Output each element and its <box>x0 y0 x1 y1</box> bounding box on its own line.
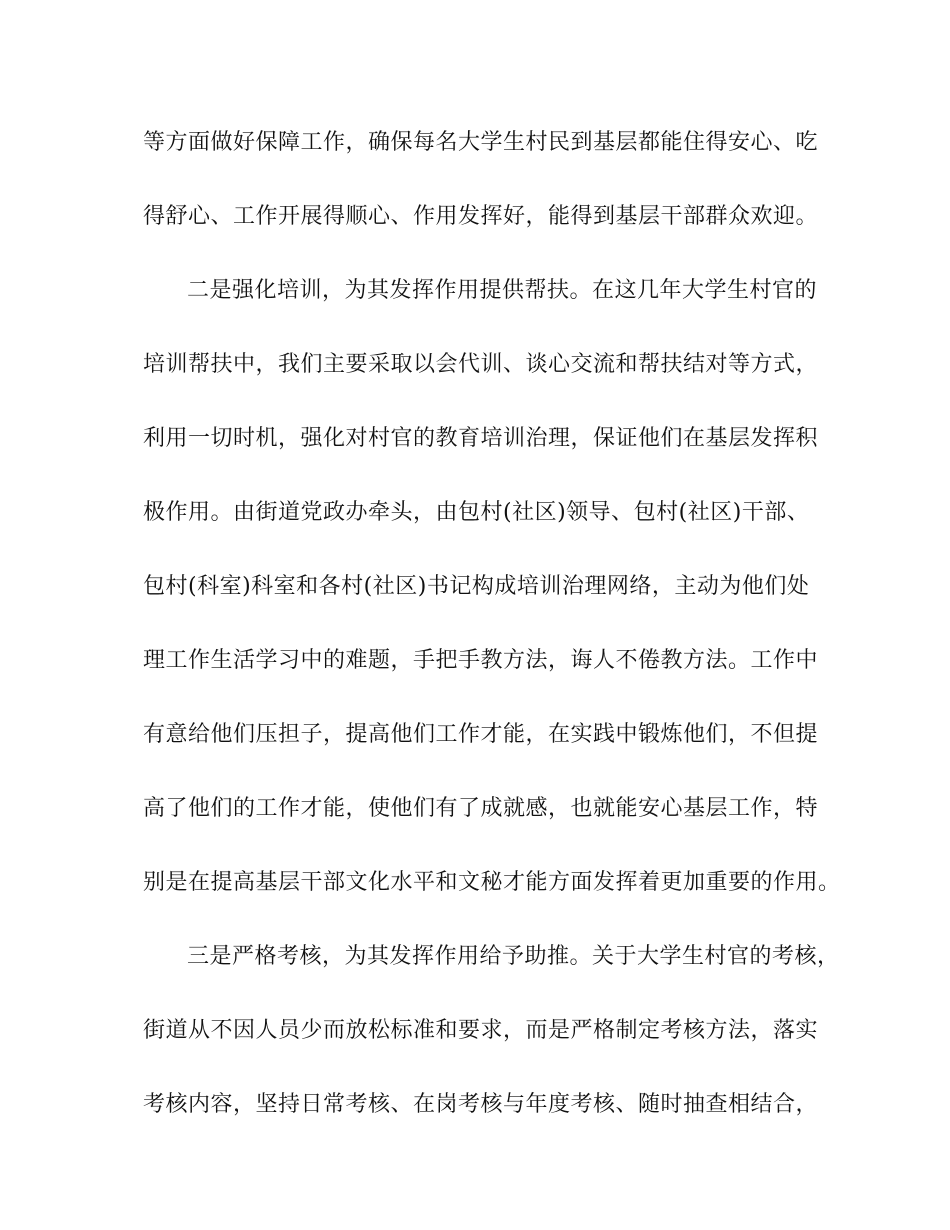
text-line: 有意给他们压担子，提高他们工作才能，在实践中锻炼他们，不但提 <box>143 722 819 747</box>
text-line: 利用一切时机，强化对村官的教育培训治理，保证他们在基层发挥积 <box>143 426 819 451</box>
paragraph-start-line: 三是严格考核，为其发挥作用给予助推。关于大学生村官的考核， <box>187 944 840 969</box>
text-line: 等方面做好保障工作，确保每名大学生村民到基层都能住得安心、吃 <box>143 130 819 155</box>
text-line: 高了他们的工作才能，使他们有了成就感，也就能安心基层工作，特 <box>143 796 819 821</box>
text-line: 极作用。由街道党政办牵头，由包村(社区)领导、包村(社区)干部、 <box>143 500 810 525</box>
text-line: 考核内容，坚持日常考核、在岗考核与年度考核、随时抽查相结合， <box>143 1092 819 1117</box>
text-line: 包村(科室)科室和各村(社区)书记构成培训治理网络，主动为他们处 <box>143 574 810 599</box>
paragraph-start-line: 二是强化培训，为其发挥作用提供帮扶。在这几年大学生村官的 <box>187 278 818 303</box>
text-line: 得舒心、工作开展得顺心、作用发挥好，能得到基层干部群众欢迎。 <box>143 204 819 229</box>
text-line: 别是在提高基层干部文化水平和文秘才能方面发挥着更加重要的作用。 <box>143 870 841 895</box>
text-line: 培训帮扶中，我们主要采取以会代训、谈心交流和帮扶结对等方式， <box>143 352 819 377</box>
text-line: 街道从不因人员少而放松标准和要求，而是严格制定考核方法，落实 <box>143 1018 819 1043</box>
text-line: 理工作生活学习中的难题，手把手教方法，诲人不倦教方法。工作中 <box>143 648 819 673</box>
